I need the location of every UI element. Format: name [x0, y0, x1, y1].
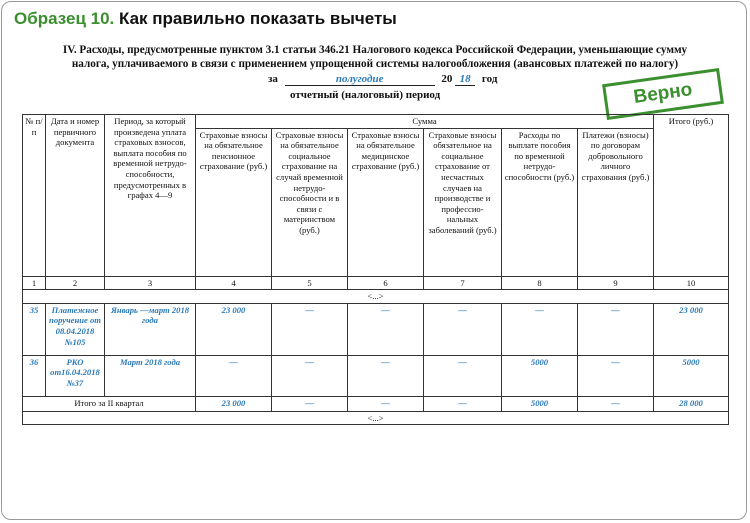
total-c4: 23 000: [196, 396, 272, 411]
row-c7: —: [424, 355, 502, 396]
row-num: 36: [23, 355, 46, 396]
header-c8: Расходы по выплате пособия по временной нетрудо-способности (руб.): [502, 128, 578, 276]
total-c5: —: [272, 396, 348, 411]
year-prefix: 20: [441, 73, 453, 85]
row-doc: Платежное поручение от 08.04.2018 №105: [46, 303, 105, 355]
row-c8: —: [502, 303, 578, 355]
header-num: № п/п: [23, 115, 46, 277]
total-c7: —: [424, 396, 502, 411]
year-value: 18: [455, 73, 475, 86]
row-c4: —: [196, 355, 272, 396]
header-c10: Итого (руб.): [654, 115, 729, 277]
total-c8: 5000: [502, 396, 578, 411]
col-number: 5: [272, 276, 348, 290]
col-number: 7: [424, 276, 502, 290]
row-period: Январь —март 2018 года: [105, 303, 196, 355]
row-c9: —: [578, 355, 654, 396]
approved-stamp: Верно: [602, 68, 724, 120]
row-c9: —: [578, 303, 654, 355]
total-row: [23, 396, 729, 411]
col-number: 3: [105, 276, 196, 290]
sample-heading: Как правильно показать вычеты: [119, 9, 397, 28]
header-row: [23, 115, 729, 129]
row-period: Март 2018 года: [105, 355, 196, 396]
ellipsis-row: [23, 290, 729, 304]
row-c4: 23 000: [196, 303, 272, 355]
section-heading-line2: налога, уплачиваемого в связи с применением упрощенной системы налогообложения (авансовых платежей по налогу): [71, 58, 679, 70]
sample-label: Образец 10.: [14, 9, 115, 28]
row-c6: —: [348, 355, 424, 396]
header-c9: Платежи (взносы) по договорам добровольного личного страхования (руб.): [578, 128, 654, 276]
row-doc: РКО от16.04.2018 №37: [46, 355, 105, 396]
period-prefix: за: [268, 73, 278, 85]
column-number-row: [23, 276, 729, 290]
col-number: 4: [196, 276, 272, 290]
row-c5: —: [272, 303, 348, 355]
ellipsis-row: [23, 411, 729, 425]
total-c10: 28 000: [654, 396, 729, 411]
header-doc: Дата и номер первичного документа: [46, 115, 105, 277]
sample-title: [14, 9, 397, 29]
expenses-table: [22, 114, 729, 425]
row-c10: 5000: [654, 355, 729, 396]
col-number: 9: [578, 276, 654, 290]
row-c10: 23 000: [654, 303, 729, 355]
row-num: 35: [23, 303, 46, 355]
period-caption: отчетный (налоговый) период: [290, 89, 441, 101]
ellipsis-bottom: <...>: [23, 411, 729, 425]
total-label: Итого за II квартал: [23, 396, 196, 411]
section-heading: [30, 43, 720, 71]
row-c8: 5000: [502, 355, 578, 396]
row-c7: —: [424, 303, 502, 355]
table-row: [23, 355, 729, 396]
col-number: 10: [654, 276, 729, 290]
header-c5: Страховые взносы на обязательное социальное страхование на случай временной нетрудо-способности и в связи с материнством (руб.): [272, 128, 348, 276]
col-number: 8: [502, 276, 578, 290]
header-c4: Страховые взносы на обязательное пенсионное страхование (руб.): [196, 128, 272, 276]
table-row: [23, 303, 729, 355]
section-heading-line1: IV. Расходы, предусмотренные пунктом 3.1 статьи 346.21 Налогового кодекса Российской Федерации, уменьшающие сумму: [62, 44, 688, 56]
row-c6: —: [348, 303, 424, 355]
total-c6: —: [348, 396, 424, 411]
header-sum: Сумма: [196, 115, 654, 129]
col-number: 2: [46, 276, 105, 290]
period-line: [268, 73, 497, 86]
header-c6: Страховые взносы на обязательное медицинское страхование (руб.): [348, 128, 424, 276]
col-number: 1: [23, 276, 46, 290]
year-suffix: год: [481, 73, 498, 85]
col-number: 6: [348, 276, 424, 290]
ellipsis-top: <...>: [23, 290, 729, 304]
period-value: полугодие: [285, 73, 435, 86]
header-period: Период, за который произведена уплата страховых взносов, выплата пособия по временной нетрудо-способности, предусмотренных в графах 4—9: [105, 115, 196, 277]
header-c7: Страховые взносы обязательное на социальное страхование от несчастных случаев на производстве и профессио-нальных заболеваний (руб.): [424, 128, 502, 276]
row-c5: —: [272, 355, 348, 396]
total-c9: —: [578, 396, 654, 411]
